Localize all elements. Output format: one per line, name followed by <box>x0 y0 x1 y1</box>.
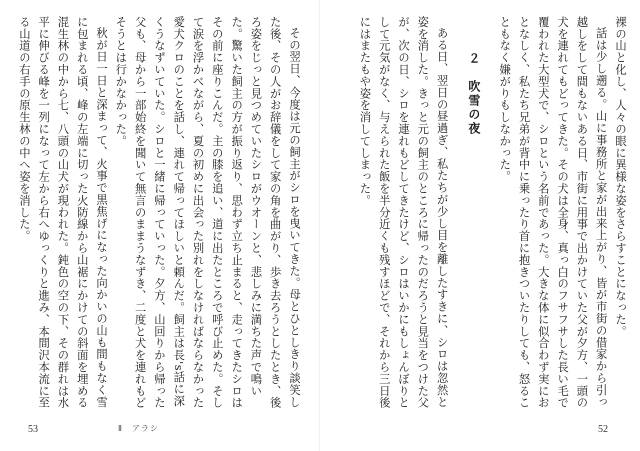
left-paragraph-2: 秋が日一日と深まって、火事で黒焦げになった向かいの山も間もなく雪に包まれる頃、峰の左端に切った火防線から山裾にかけての斜面を埋める混生林の中から七、八頭の山犬が現われた。鈍色の空の下、その群れは水平に伸びる峰を一列になって左から右へゆっくりと進み、本間沢本流に至る山道の右手の原生林の中へ姿を消した。 <box>17 16 109 409</box>
right-page-body <box>358 16 630 414</box>
page-number-right: 52 <box>598 424 608 435</box>
page-number-left: 53 <box>28 424 38 435</box>
right-paragraph-1: 話は少し遡る。山に事務所と家が出来上がり、皆が市街の借家から引っ越しをして間もないある日、市街に用事で出かけていた父が夕方、一頭の犬を連れてもどってきた。その犬は全身、真っ白のフサフサした長い毛で覆われた大型犬で、シロという名前であった。大きな体に似合わず実におとなしく、私たち兄弟が背中に乗ったり首に抱きついたりしても、怒ることもなく嫌がりもしなかった。 <box>498 16 608 409</box>
left-page-body <box>17 16 304 414</box>
left-paragraph-1: その翌日、今度は元の飼主がシロを曳いてきた。母とひとしきり談笑した後、その人がお辞儀をして家の角を曲がり、歩き去ろうとしたとき、後ろ姿をじっと見つめていたシロがウオーンと、悲しみに満ちた声で鳴いた。驚いた飼主の方が振り返り、思わず立ち止まると、走ってきたシロはその前に座りこんだ。主の膝を追い、道に出たところで呼び止めた。そして涙を浮かべながら、夏の初めに出会った別れをしなければならなかった愛犬クロのことを話し、連れて帰ってほしいと頼んだ。飼主は長's話に深くうなずいていた。シロと一緒に帰っていった。夕方、山回りから帰った父も、母から一部始終を聞いて無言のままうなずき、二度と犬を連れもどそうとは行かなかった。 <box>114 16 301 409</box>
right-page <box>320 0 640 451</box>
right-paragraph-2: ある日、翌日の昼過ぎ、私たちが少し目を離したすきに、シロは忽然と姿を消した。きっと元の飼主のところに帰ったのだろうと見当をつけた父が、次の日、シロを連れもどしてきたけど、シロはいかにもしょんぼりとして元気がなく、与えられた飯を半分近くも残すほどで、それから三日後にはまたもや姿を消してしまった。 <box>358 16 449 409</box>
right-carryover-line: 裸の山と化し、人々の眼に異様な姿をさらすことになった。 <box>614 16 627 338</box>
section-heading: ２ 吹雪の夜 <box>466 52 481 136</box>
running-head: Ⅱ アラシ <box>118 424 159 433</box>
